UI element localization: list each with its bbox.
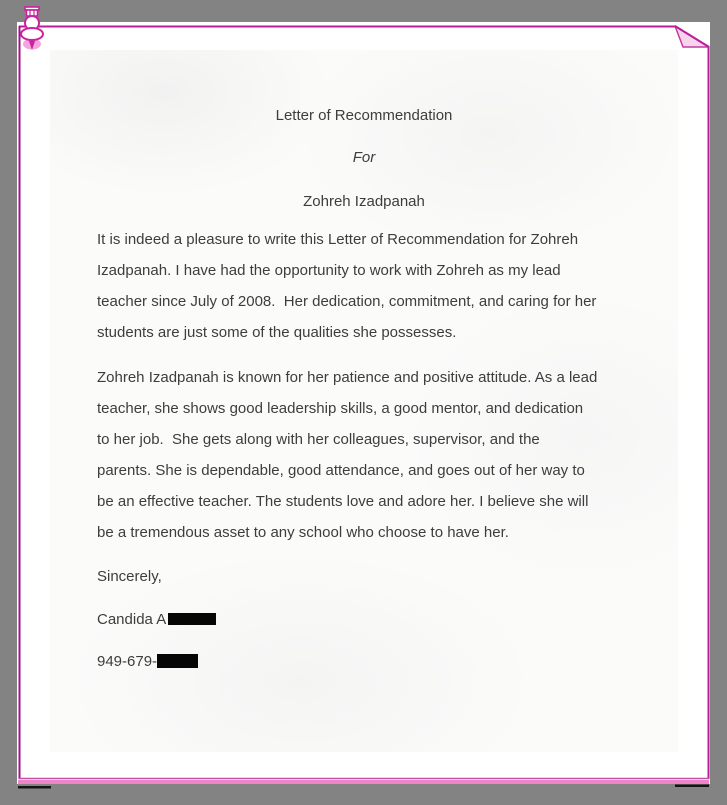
signature-name: Candida A bbox=[97, 611, 167, 628]
phone-line bbox=[97, 654, 198, 670]
closing-line: Sincerely, bbox=[97, 568, 162, 585]
redaction-box-phone bbox=[157, 654, 198, 668]
letter-title: Letter of Recommendation bbox=[275, 107, 453, 124]
paragraph2-line: be an effective teacher. The students love and adore her. I believe she will bbox=[97, 493, 589, 510]
paragraph2-line: to her job. She gets along with her colleagues, supervisor, and the bbox=[97, 431, 540, 448]
signature-line bbox=[97, 612, 216, 628]
pushpin-icon bbox=[14, 5, 50, 52]
paragraph2-line: teacher, she shows good leadership skills, a good mentor, and dedication bbox=[97, 400, 584, 417]
redaction-box-name bbox=[168, 613, 216, 625]
letter-paper bbox=[50, 50, 678, 752]
paragraph2-line: Zohreh Izadpanah is known for her patience and positive attitude. As a lead bbox=[97, 369, 598, 386]
paragraph1-line: teacher since July of 2008. Her dedication, commitment, and caring for her bbox=[97, 293, 597, 310]
paragraph2-line: parents. She is dependable, good attendance, and goes out of her way to bbox=[97, 462, 585, 479]
paragraph1-line: students are just some of the qualities she possesses. bbox=[97, 324, 457, 341]
paragraph1-line: Izadpanah. I have had the opportunity to work with Zohreh as my lead bbox=[97, 262, 561, 279]
paragraph2-line: be a tremendous asset to any school who choose to have her. bbox=[97, 524, 509, 541]
letter-subtitle: For bbox=[352, 149, 376, 166]
paragraph1-line: It is indeed a pleasure to write this Letter of Recommendation for Zohreh bbox=[97, 231, 579, 248]
phone-number: 949-679- bbox=[97, 653, 158, 670]
letter-recipient: Zohreh Izadpanah bbox=[303, 193, 425, 210]
